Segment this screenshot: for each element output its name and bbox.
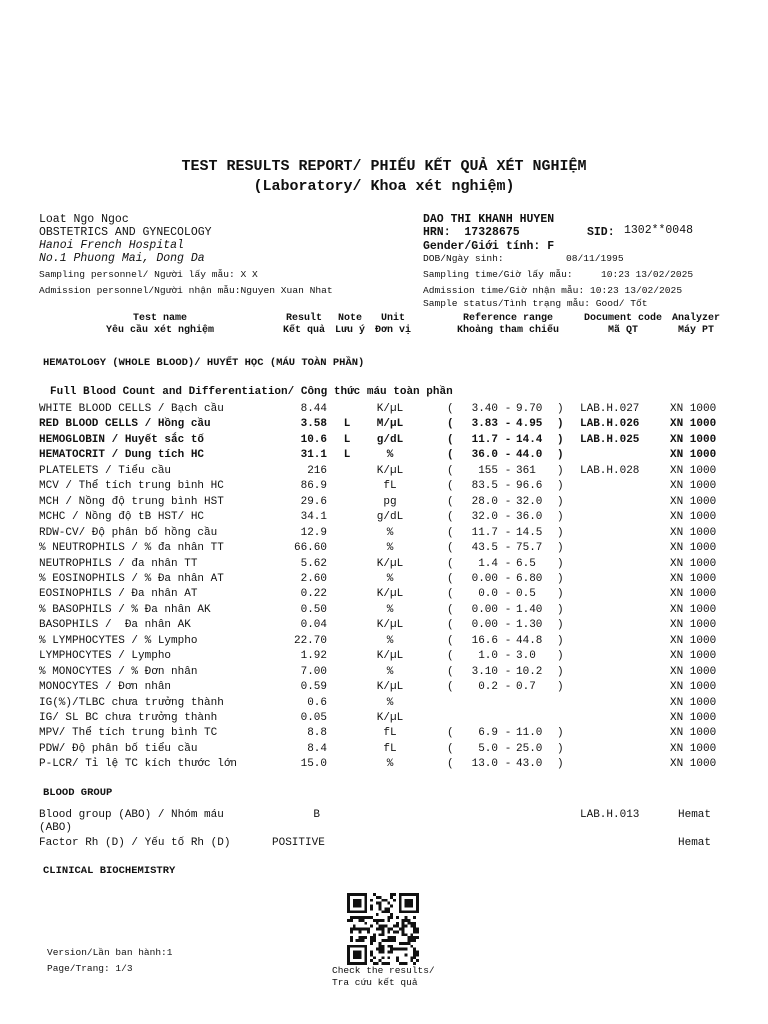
analyzer: XN 1000 <box>670 418 717 431</box>
hrn: HRN: 17328675 <box>423 226 520 239</box>
analyzer: XN 1000 <box>670 758 717 771</box>
range-high: 10.2 <box>516 665 543 678</box>
range-low: 1.4 <box>478 557 498 570</box>
test-name: % EOSINOPHILS / % Đa nhân AT <box>39 572 224 585</box>
col-reference <box>446 313 570 337</box>
test-name: MONOCYTES / Đơn nhân <box>39 681 172 694</box>
table-row <box>0 558 768 574</box>
range-dash: - <box>504 634 512 647</box>
table-row <box>0 681 768 697</box>
col-ref-en: Reference range <box>462 313 553 324</box>
sample-status: Sample status/Tình trạng mẫu: Good/ Tốt <box>423 298 648 309</box>
table-row <box>0 650 768 666</box>
range-close: ) <box>557 727 564 740</box>
range-high: 11.0 <box>516 727 543 740</box>
range-close: ) <box>557 634 564 647</box>
result-value: 0.59 <box>300 681 327 694</box>
col-result-en: Result <box>285 313 322 324</box>
rh-result: POSITIVE <box>272 837 325 849</box>
note-flag: L <box>343 418 351 431</box>
table-row <box>0 758 768 774</box>
result-value: 15.0 <box>300 758 327 771</box>
range-close: ) <box>557 418 564 431</box>
test-name: P-LCR/ Tỉ lệ TC kích thước lớn <box>39 758 238 771</box>
range-dash: - <box>504 650 512 663</box>
test-name: RDW-CV/ Độ phân bố hồng cầu <box>39 526 218 539</box>
test-name: EOSINOPHILS / Đa nhân AT <box>39 588 198 601</box>
test-name: % BASOPHILS / % Đa nhân AK <box>39 603 211 616</box>
range-low: 0.0 <box>478 588 498 601</box>
range-low: 16.6 <box>471 634 498 647</box>
unit: % <box>386 526 394 539</box>
table-row <box>0 573 768 589</box>
table-row <box>0 604 768 620</box>
range-close: ) <box>557 588 564 601</box>
range-open: ( <box>447 742 454 755</box>
col-result <box>278 313 330 337</box>
range-low: 11.7 <box>471 526 498 539</box>
section-biochemistry: CLINICAL BIOCHEMISTRY <box>43 865 176 877</box>
hospital-name: Hanoi French Hospital <box>39 239 184 252</box>
result-value: 7.00 <box>300 665 327 678</box>
unit: fL <box>383 480 397 493</box>
range-low: 6.9 <box>478 727 498 740</box>
department: OBSTETRICS AND GYNECOLOGY <box>39 226 212 239</box>
table-row <box>0 418 768 434</box>
col-unit-vi: Đơn vị <box>374 325 411 336</box>
analyzer: XN 1000 <box>670 572 717 585</box>
document-code: LAB.H.025 <box>580 433 640 446</box>
range-open: ( <box>447 588 454 601</box>
table-row <box>0 635 768 651</box>
table-row <box>0 434 768 450</box>
col-note-vi: Lưu ý <box>334 325 365 336</box>
col-document <box>578 313 668 337</box>
unit: g/dL <box>376 433 404 446</box>
unit: M/µL <box>376 418 404 431</box>
check-results-line1[interactable]: Check the results/ <box>332 965 435 976</box>
range-high: 44.0 <box>516 449 543 462</box>
range-dash: - <box>504 681 512 694</box>
range-open: ( <box>447 526 454 539</box>
unit: % <box>386 542 394 555</box>
abo-name: Blood group (ABO) / Nhóm máu <box>39 809 224 821</box>
sampling-time-value: 10:23 13/02/2025 <box>601 269 694 280</box>
range-open: ( <box>447 464 454 477</box>
range-low: 43.5 <box>471 542 498 555</box>
result-value: 10.6 <box>300 433 327 446</box>
table-row <box>0 542 768 558</box>
analyzer: XN 1000 <box>670 650 717 663</box>
rh-analyzer: Hemat <box>678 837 712 849</box>
range-open: ( <box>447 681 454 694</box>
range-open: ( <box>447 495 454 508</box>
analyzer: XN 1000 <box>670 696 717 709</box>
result-value: 31.1 <box>300 449 327 462</box>
range-dash: - <box>504 665 512 678</box>
unit: K/µL <box>376 712 404 724</box>
range-open: ( <box>447 511 454 524</box>
range-high: 0.7 <box>516 681 536 694</box>
range-open: ( <box>447 572 454 585</box>
range-low: 0.2 <box>478 681 498 694</box>
range-open: ( <box>447 433 454 446</box>
sid-value: 1302**0048 <box>624 224 694 237</box>
test-name: MCV / Thể tích trung bình HC <box>39 480 224 493</box>
col-test-name <box>90 313 230 337</box>
analyzer: XN 1000 <box>670 495 717 508</box>
unit: % <box>386 665 394 678</box>
range-dash: - <box>504 619 512 632</box>
col-unit-en: Unit <box>380 313 405 324</box>
range-high: 25.0 <box>516 742 543 755</box>
range-close: ) <box>557 758 564 771</box>
range-close: ) <box>557 742 564 755</box>
range-dash: - <box>504 449 512 462</box>
col-test-vi: Yêu cầu xét nghiệm <box>105 325 215 336</box>
range-dash: - <box>504 511 512 524</box>
document-code: LAB.H.026 <box>580 418 640 431</box>
sid-label: SID: <box>587 226 615 239</box>
range-close: ) <box>557 603 564 616</box>
range-low: 5.0 <box>478 742 498 755</box>
unit: g/dL <box>376 511 404 524</box>
range-open: ( <box>447 557 454 570</box>
table-row <box>0 666 768 682</box>
result-value: 0.50 <box>300 603 327 616</box>
unit: % <box>386 696 394 709</box>
analyzer: XN 1000 <box>670 712 717 724</box>
unit: % <box>386 449 394 462</box>
range-dash: - <box>504 526 512 539</box>
range-low: 3.40 <box>471 403 498 415</box>
table-row <box>0 465 768 481</box>
unit: K/µL <box>376 557 404 570</box>
range-open: ( <box>447 758 454 771</box>
analyzer: XN 1000 <box>670 542 717 555</box>
check-results-line2[interactable]: Tra cứu kết quả <box>332 977 418 988</box>
note-flag: L <box>343 449 351 462</box>
range-high: 0.5 <box>516 588 536 601</box>
range-low: 3.10 <box>471 665 498 678</box>
abo-analyzer: Hemat <box>678 809 712 821</box>
unit: K/µL <box>376 403 404 415</box>
range-dash: - <box>504 542 512 555</box>
range-close: ) <box>557 526 564 539</box>
range-open: ( <box>447 619 454 632</box>
range-close: ) <box>557 665 564 678</box>
dob-label: DOB/Ngày sinh: <box>423 253 504 264</box>
unit: % <box>386 603 394 616</box>
col-doc-vi: Mã QT <box>607 325 638 336</box>
test-name: IG/ SL BC chưa trưởng thành <box>39 712 218 724</box>
analyzer: XN 1000 <box>670 557 717 570</box>
range-low: 28.0 <box>471 495 498 508</box>
range-high: 43.0 <box>516 758 543 771</box>
range-high: 96.6 <box>516 480 543 493</box>
test-name: BASOPHILS / Đa nhân AK <box>39 619 191 632</box>
range-dash: - <box>504 403 512 415</box>
range-dash: - <box>504 727 512 740</box>
result-value: 86.9 <box>300 480 327 493</box>
range-high: 4.95 <box>516 418 543 431</box>
unit: K/µL <box>376 619 404 632</box>
result-value: 22.70 <box>293 634 327 647</box>
hospital-address: No.1 Phuong Mai, Dong Da <box>39 252 205 265</box>
table-row <box>0 449 768 465</box>
range-high: 6.5 <box>516 557 536 570</box>
range-high: 6.80 <box>516 572 543 585</box>
abo-name-cont: (ABO) <box>39 822 73 834</box>
rh-name: Factor Rh (D) / Yếu tố Rh (D) <box>39 837 231 849</box>
result-value: 8.8 <box>307 727 327 740</box>
test-name: HEMOGLOBIN / Huyết sắc tố <box>39 433 205 446</box>
sampling-time-label: Sampling time/Giờ lấy mẫu: <box>423 269 573 280</box>
table-row <box>0 511 768 527</box>
range-low: 36.0 <box>471 449 498 462</box>
report-title: TEST RESULTS REPORT/ PHIẾU KẾT QUẢ XÉT NGHIỆM <box>181 158 587 175</box>
note-flag: L <box>343 433 351 446</box>
test-name: HEMATOCRIT / Dung tích HC <box>39 449 205 462</box>
range-open: ( <box>447 418 454 431</box>
patient-name: DAO THI KHANH HUYEN <box>423 213 555 226</box>
result-value: 8.44 <box>300 403 327 415</box>
result-value: 1.92 <box>300 650 327 663</box>
result-value: 66.60 <box>293 542 327 555</box>
range-open: ( <box>447 727 454 740</box>
analyzer: XN 1000 <box>670 464 717 477</box>
result-value: 0.22 <box>300 588 327 601</box>
section-blood-group: BLOOD GROUP <box>43 787 113 799</box>
range-close: ) <box>557 619 564 632</box>
unit: K/µL <box>376 681 404 694</box>
table-row <box>0 496 768 512</box>
range-dash: - <box>504 480 512 493</box>
test-name: IG(%)/TLBC chưa trưởng thành <box>39 696 224 709</box>
range-high: 14.5 <box>516 526 543 539</box>
col-ref-vi: Khoảng tham chiếu <box>456 325 560 336</box>
test-name: RED BLOOD CELLS / Hồng cầu <box>39 418 211 431</box>
analyzer: XN 1000 <box>670 742 717 755</box>
analyzer: XN 1000 <box>670 665 717 678</box>
gender: Gender/Giới tính: F <box>423 240 555 253</box>
table-row <box>0 727 768 743</box>
test-name: % LYMPHOCYTES / % Lympho <box>39 634 198 647</box>
sampling-personnel: Sampling personnel/ Người lấy mẫu: X X <box>39 269 258 280</box>
test-name: % MONOCYTES / % Đơn nhân <box>39 665 198 678</box>
range-dash: - <box>504 495 512 508</box>
analyzer: XN 1000 <box>670 619 717 632</box>
range-low: 1.0 <box>478 650 498 663</box>
range-high: 3.0 <box>516 650 536 663</box>
range-close: ) <box>557 495 564 508</box>
range-high: 9.70 <box>516 403 543 415</box>
range-high: 361 <box>516 464 536 477</box>
range-high: 14.4 <box>516 433 543 446</box>
test-name: PLATELETS / Tiểu cầu <box>39 464 172 477</box>
range-dash: - <box>504 588 512 601</box>
range-open: ( <box>447 449 454 462</box>
range-dash: - <box>504 758 512 771</box>
unit: K/µL <box>376 588 404 601</box>
test-name: LYMPHOCYTES / Lympho <box>39 650 172 663</box>
analyzer: XN 1000 <box>670 403 717 415</box>
range-dash: - <box>504 433 512 446</box>
range-close: ) <box>557 464 564 477</box>
table-row <box>0 743 768 759</box>
unit: fL <box>383 742 397 755</box>
range-dash: - <box>504 464 512 477</box>
analyzer: XN 1000 <box>670 681 717 694</box>
analyzer: XN 1000 <box>670 526 717 539</box>
result-value: 29.6 <box>300 495 327 508</box>
analyzer: XN 1000 <box>670 511 717 524</box>
table-row <box>0 480 768 496</box>
table-row <box>0 697 768 713</box>
range-low: 155 <box>478 464 498 477</box>
analyzer: XN 1000 <box>670 449 717 462</box>
page-number: Page/Trang: 1/3 <box>47 963 133 974</box>
range-low: 0.00 <box>471 572 498 585</box>
col-note-en: Note <box>337 313 362 324</box>
result-value: 2.60 <box>300 572 327 585</box>
table-row <box>0 403 768 419</box>
range-low: 3.83 <box>471 418 498 431</box>
range-dash: - <box>504 557 512 570</box>
range-close: ) <box>557 572 564 585</box>
result-value: 8.4 <box>307 742 327 755</box>
result-value: 5.62 <box>300 557 327 570</box>
range-open: ( <box>447 542 454 555</box>
test-name: MCH / Nồng độ trung bình HST <box>39 495 224 508</box>
range-close: ) <box>557 433 564 446</box>
range-close: ) <box>557 511 564 524</box>
range-high: 36.0 <box>516 511 543 524</box>
abo-doc: LAB.H.013 <box>580 809 640 821</box>
range-high: 44.8 <box>516 634 543 647</box>
unit: fL <box>383 727 397 740</box>
table-row-rh <box>0 837 768 853</box>
col-an-en: Analyzer <box>671 313 720 324</box>
range-close: ) <box>557 557 564 570</box>
admission-time: Admission time/Giờ nhận mẫu: 10:23 13/02/2025 <box>423 285 683 296</box>
range-open: ( <box>447 634 454 647</box>
range-open: ( <box>447 665 454 678</box>
unit: % <box>386 634 394 647</box>
col-result-vi: Kết quả <box>282 325 325 336</box>
table-row <box>0 527 768 543</box>
section-fbc: Full Blood Count and Differentiation/ Công thức máu toàn phần <box>50 386 453 398</box>
range-open: ( <box>447 480 454 493</box>
document-code: LAB.H.028 <box>580 464 640 477</box>
range-high: 1.30 <box>516 619 543 632</box>
range-close: ) <box>557 650 564 663</box>
result-value: 12.9 <box>300 526 327 539</box>
result-value: 216 <box>307 464 327 477</box>
col-test-en: Test name <box>132 313 187 324</box>
test-name: WHITE BLOOD CELLS / Bạch cầu <box>39 403 224 415</box>
range-low: 0.00 <box>471 603 498 616</box>
abo-result: B <box>313 809 320 821</box>
analyzer: XN 1000 <box>670 433 717 446</box>
test-name: MCHC / Nồng độ tB HST/ HC <box>39 511 205 524</box>
range-close: ) <box>557 542 564 555</box>
range-close: ) <box>557 681 564 694</box>
range-high: 32.0 <box>516 495 543 508</box>
analyzer: XN 1000 <box>670 634 717 647</box>
range-low: 32.0 <box>471 511 498 524</box>
table-row <box>0 619 768 635</box>
range-low: 11.7 <box>471 433 498 446</box>
unit: K/µL <box>376 464 404 477</box>
col-doc-en: Document code <box>583 313 662 324</box>
qr-code[interactable] <box>347 893 419 965</box>
result-value: 0.05 <box>300 712 327 724</box>
analyzer: XN 1000 <box>670 603 717 616</box>
unit: pg <box>383 495 397 508</box>
version: Version/Lần ban hành:1 <box>47 947 173 958</box>
range-dash: - <box>504 603 512 616</box>
admission-personnel: Admission personnel/Người nhận mẫu:Nguyen Xuan Nhat <box>39 285 333 296</box>
range-low: 13.0 <box>471 758 498 771</box>
range-high: 75.7 <box>516 542 543 555</box>
col-note <box>330 313 370 337</box>
table-row <box>0 712 768 728</box>
result-value: 3.58 <box>300 418 327 431</box>
range-dash: - <box>504 572 512 585</box>
col-analyzer <box>666 313 726 337</box>
result-value: 0.04 <box>300 619 327 632</box>
range-dash: - <box>504 742 512 755</box>
unit: % <box>386 572 394 585</box>
test-name: PDW/ Độ phân bố tiểu cầu <box>39 742 198 755</box>
col-an-vi: Máy PT <box>677 325 714 336</box>
dob-value: 08/11/1995 <box>566 253 624 264</box>
range-open: ( <box>447 403 454 415</box>
range-high: 1.40 <box>516 603 543 616</box>
unit: % <box>386 758 394 771</box>
report-subtitle: (Laboratory/ Khoa xét nghiệm) <box>253 178 515 195</box>
table-row-abo-cont <box>0 822 768 838</box>
analyzer: XN 1000 <box>670 588 717 601</box>
range-low: 0.00 <box>471 619 498 632</box>
analyzer: XN 1000 <box>670 480 717 493</box>
unit: K/µL <box>376 650 404 663</box>
table-row <box>0 588 768 604</box>
range-low: 83.5 <box>471 480 498 493</box>
test-name: % NEUTROPHILS / % đa nhân TT <box>39 542 224 555</box>
document-code: LAB.H.027 <box>580 403 640 415</box>
range-dash: - <box>504 418 512 431</box>
section-hematology: HEMATOLOGY (WHOLE BLOOD)/ HUYẾT HỌC (MÁU TOÀN PHẦN) <box>43 357 365 369</box>
range-open: ( <box>447 603 454 616</box>
range-close: ) <box>557 449 564 462</box>
result-value: 0.6 <box>307 696 327 709</box>
test-name: NEUTROPHILS / đa nhân TT <box>39 557 198 570</box>
col-unit <box>370 313 416 337</box>
test-name: MPV/ Thể tích trung bình TC <box>39 727 218 740</box>
range-open: ( <box>447 650 454 663</box>
analyzer: XN 1000 <box>670 727 717 740</box>
doctor-name: Loat Ngo Ngoc <box>39 213 129 226</box>
range-close: ) <box>557 480 564 493</box>
result-value: 34.1 <box>300 511 327 524</box>
range-close: ) <box>557 403 564 415</box>
